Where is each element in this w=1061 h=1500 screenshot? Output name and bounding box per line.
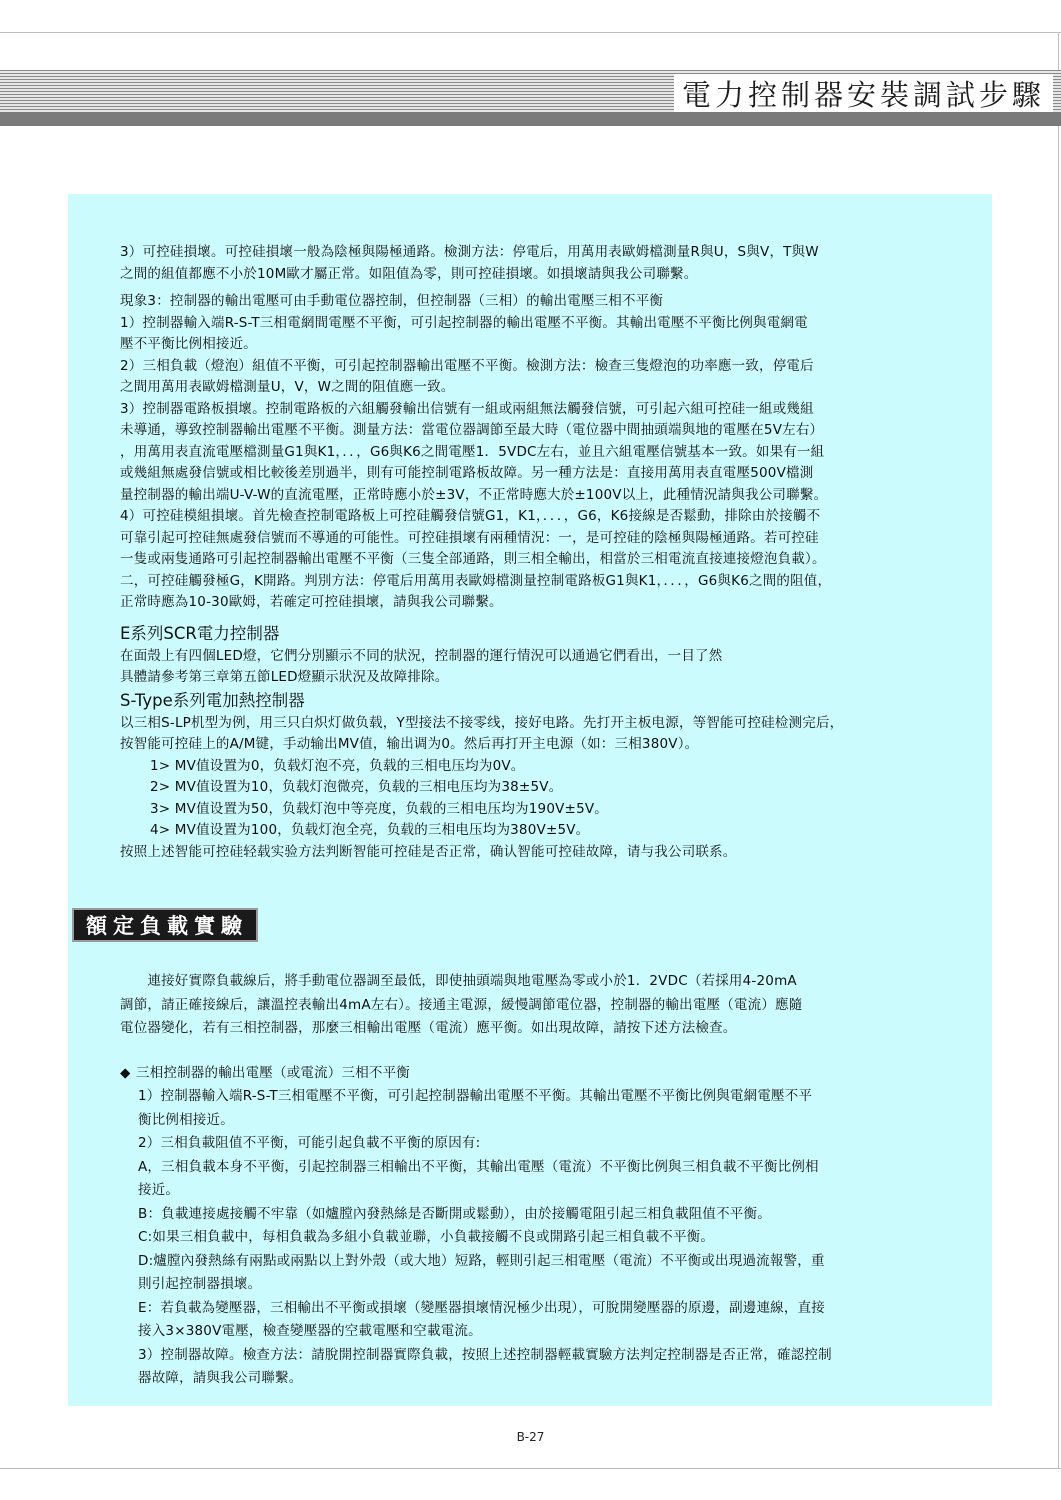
text-line: 一隻或兩隻通路可引起控制器輸出電壓不平衡（三隻全部通路，則三相全輸出，相當於三相電流直接連接燈泡負載）。 [120, 551, 826, 567]
text-line: 在面殼上有四個LED燈，它們分別顯示不同的狀況，控制器的運行情況可以通過它們看出，一目了然 [120, 647, 723, 664]
text-line: 4）可控硅模組損壞。首先檢查控制電路板上可控硅觸發信號G1，K1，．．．，G6，K6接線是否鬆動，排除由於接觸不 [120, 508, 821, 524]
text-line: 3）控制器電路板損壞。控制電路板的六組觸發輸出信號有一組或兩組無法觸發信號，可引起六組可控硅一組或幾組 [120, 400, 814, 417]
list-item: 1）控制器輸入端R-S-T三相電壓不平衡，可引起控制器輸出電壓不平衡。其輸出電壓不平衡比例與電網電壓不平 [138, 1088, 813, 1104]
text-line: 之間的組值都應不小於10M歐才屬正常。如阻值為零，則可控硅損壞。如損壞請與我公司聯繫。 [120, 265, 698, 282]
section-heading-s-type: S-Type系列電加熱控制器 [120, 690, 305, 710]
section-badge-label: 額定負載實驗 [86, 914, 248, 938]
block-e-series [120, 622, 958, 689]
list-item: B：負載連接處接觸不牢靠（如爐膛內發熱絲是否斷開或鬆動），由於接觸電阻引起三相負載阻值不平衡。 [138, 1205, 771, 1222]
text-line: 或幾組無處發信號或相比較後差別過半，則有可能控制電路板故障。另一種方法是：直接用萬用表直電壓500V檔測 [120, 465, 814, 481]
text-line: 量控制器的輸出端U-V-W的直流電壓，正常時應小於±3V，不正常時應大於±100V以上，此種情況請與我公司聯繫。 [120, 486, 828, 503]
bullet-heading [120, 1062, 958, 1086]
list-item: 2> MV值设置为10，负载灯泡微亮，负载的三相电压均为38±5V。 [150, 779, 563, 795]
rated-load-bullet [120, 1062, 958, 1391]
main-content [120, 242, 958, 863]
text-line: 之間用萬用表歐姆檔測量U，V，W之間的阻值應一致。 [120, 379, 455, 395]
list-item: 3）控制器故障。檢查方法：請脫開控制器實際負載，按照上述控制器輕載實驗方法判定控制器是否正常，確認控制 [138, 1346, 832, 1363]
header-title-box [674, 74, 1053, 112]
block-phenomenon-3 [120, 291, 958, 614]
text-line: 正常時應為10-30歐姆，若確定可控硅損壞，請與我公司聯繫。 [120, 594, 503, 610]
text-line: 調節，請正確接線后，讓溫控表輸出4mA左右）。接通主電源，緩慢調節電位器，控制器的輸出電壓（電流）應隨 [120, 996, 803, 1013]
text-line: 具體請參考第三章第五節LED燈顯示狀況及故障排除。 [120, 669, 449, 685]
rated-load-intro [120, 970, 958, 1041]
text-line: 二，可控硅觸發極G，K開路。判別方法：停電后用萬用表歐姆檔測量控制電路板G1與K1，．．．，G6與K6之間的阻值， [120, 572, 832, 589]
list-item: 1> MV值设置为0，负载灯泡不亮，负载的三相电压均为0V。 [150, 757, 525, 774]
text-line: 按智能可控硅上的A/M键，手动输出MV值，输出调为0。然后再打开主电源（如：三相380V）。 [120, 736, 699, 752]
page-title: 電力控制器安裝調試步驟 [681, 77, 1045, 112]
header-band-dark-strip [0, 112, 1061, 126]
text-line: 現象3：控制器的輸出電壓可由手動電位器控制，但控制器（三相）的輸出電壓三相不平衡 [120, 293, 664, 309]
rated-load-content [120, 970, 958, 1391]
text-line: 2）三相負載（燈泡）組值不平衡，可引起控制器輸出電壓不平衡。檢測方法：檢查三隻燈泡的功率應一致，停電后 [120, 357, 814, 374]
text-line: 壓不平衡比例相接近。 [120, 336, 257, 352]
page-frame-top [0, 32, 1061, 33]
text-line: 3）可控硅損壞。可控硅損壞一般為陰極與陽極通路。檢測方法：停電后，用萬用表歐姆檔測量R與U，S與V，T與W [120, 244, 819, 260]
list-item: 3> MV值设置为50，负载灯泡中等亮度，负载的三相电压均为190V±5V。 [150, 800, 608, 817]
list-item: D:爐膛內發熱絲有兩點或兩點以上對外殼（或大地）短路，輕則引起三相電壓（電流）不平衡或出現過流報警，重 [138, 1252, 825, 1269]
text-line: 可靠引起可控硅無處發信號而不導通的可能性。可控硅損壞有兩種情況：一，是可控硅的陰極與陽極通路。若可控硅 [120, 529, 819, 546]
section-badge-rated-load [72, 908, 258, 942]
page-number: B-27 [516, 1430, 545, 1444]
page-frame-right [1058, 32, 1059, 1469]
text-line: 未導通，導致控制器輸出電壓不平衡。測量方法：當電位器調節至最大時（電位器中間抽頭端與地的電壓在5V左右） [120, 422, 824, 438]
list-item: 接近。 [138, 1182, 180, 1198]
block-scr-damage [120, 242, 958, 285]
block-s-type [120, 689, 958, 864]
bullet-title: 三相控制器的輸出電壓（或電流）三相不平衡 [136, 1064, 410, 1081]
text-line: 電位器變化，若有三相控制器，那麼三相輸出電壓（電流）應平衡。如出現故障，請按下述方法檢查。 [120, 1020, 737, 1036]
s-type-steps [120, 756, 958, 842]
list-item: 2）三相負載阻值不平衡，可能引起負載不平衡的原因有: [138, 1135, 481, 1151]
diamond-bullet-icon: ◆ [120, 1064, 131, 1081]
list-item: 衡比例相接近。 [138, 1111, 234, 1128]
rated-load-items [120, 1085, 958, 1391]
list-item: 器故障，請與我公司聯繫。 [138, 1370, 303, 1386]
list-item: 4> MV值设置为100，负载灯泡全亮，负载的三相电压均为380V±5V。 [150, 822, 590, 838]
list-item: 接入3×380V電壓，檢查變壓器的空載電壓和空載電流。 [138, 1323, 482, 1339]
text-line: 以三相S-LP机型为例，用三只白炽灯做负载，Y型接法不接零线，接好电路。先打开主板电源，等智能可控硅检测完后， [120, 714, 844, 731]
list-item: C:如果三相負載中，每相負載為多組小負載並聯，小負載接觸不良或開路引起三相負載不平衡。 [138, 1229, 715, 1245]
list-item: E：若負載為變壓器，三相輸出不平衡或損壞（變壓器損壞情況極少出現），可脫開變壓器的原邊，副邊連線，直接 [138, 1299, 825, 1316]
text-line: ，用萬用表直流電壓檔測量G1與K1，．．，G6與K6之間電壓1．5VDC左右，並且六組電壓信號基本一致。如果有一組 [120, 443, 825, 460]
list-item: A，三相負載本身不平衡，引起控制器三相輸出不平衡，其輸出電壓（電流）不平衡比例與三相負載不平衡比例相 [138, 1158, 819, 1175]
text-line: 1）控制器輸入端R-S-T三相電網間電壓不平衡，可引起控制器的輸出電壓不平衡。其輸出電壓不平衡比例與電網電 [120, 314, 808, 331]
section-heading-e-series: E系列SCR電力控制器 [120, 623, 280, 643]
list-item: 則引起控制器損壞。 [138, 1276, 262, 1292]
page-frame-bottom [0, 1468, 1061, 1469]
text-line: 連接好實際負載線后，將手動電位器調至最低，即使抽頭端與地電壓為零或小於1．2VDC（若採用4-20mA [120, 973, 797, 989]
text-line: 按照上述智能可控硅轻载实验方法判断智能可控硅是否正常，确认智能可控硅故障，请与我公司联系。 [120, 843, 737, 860]
